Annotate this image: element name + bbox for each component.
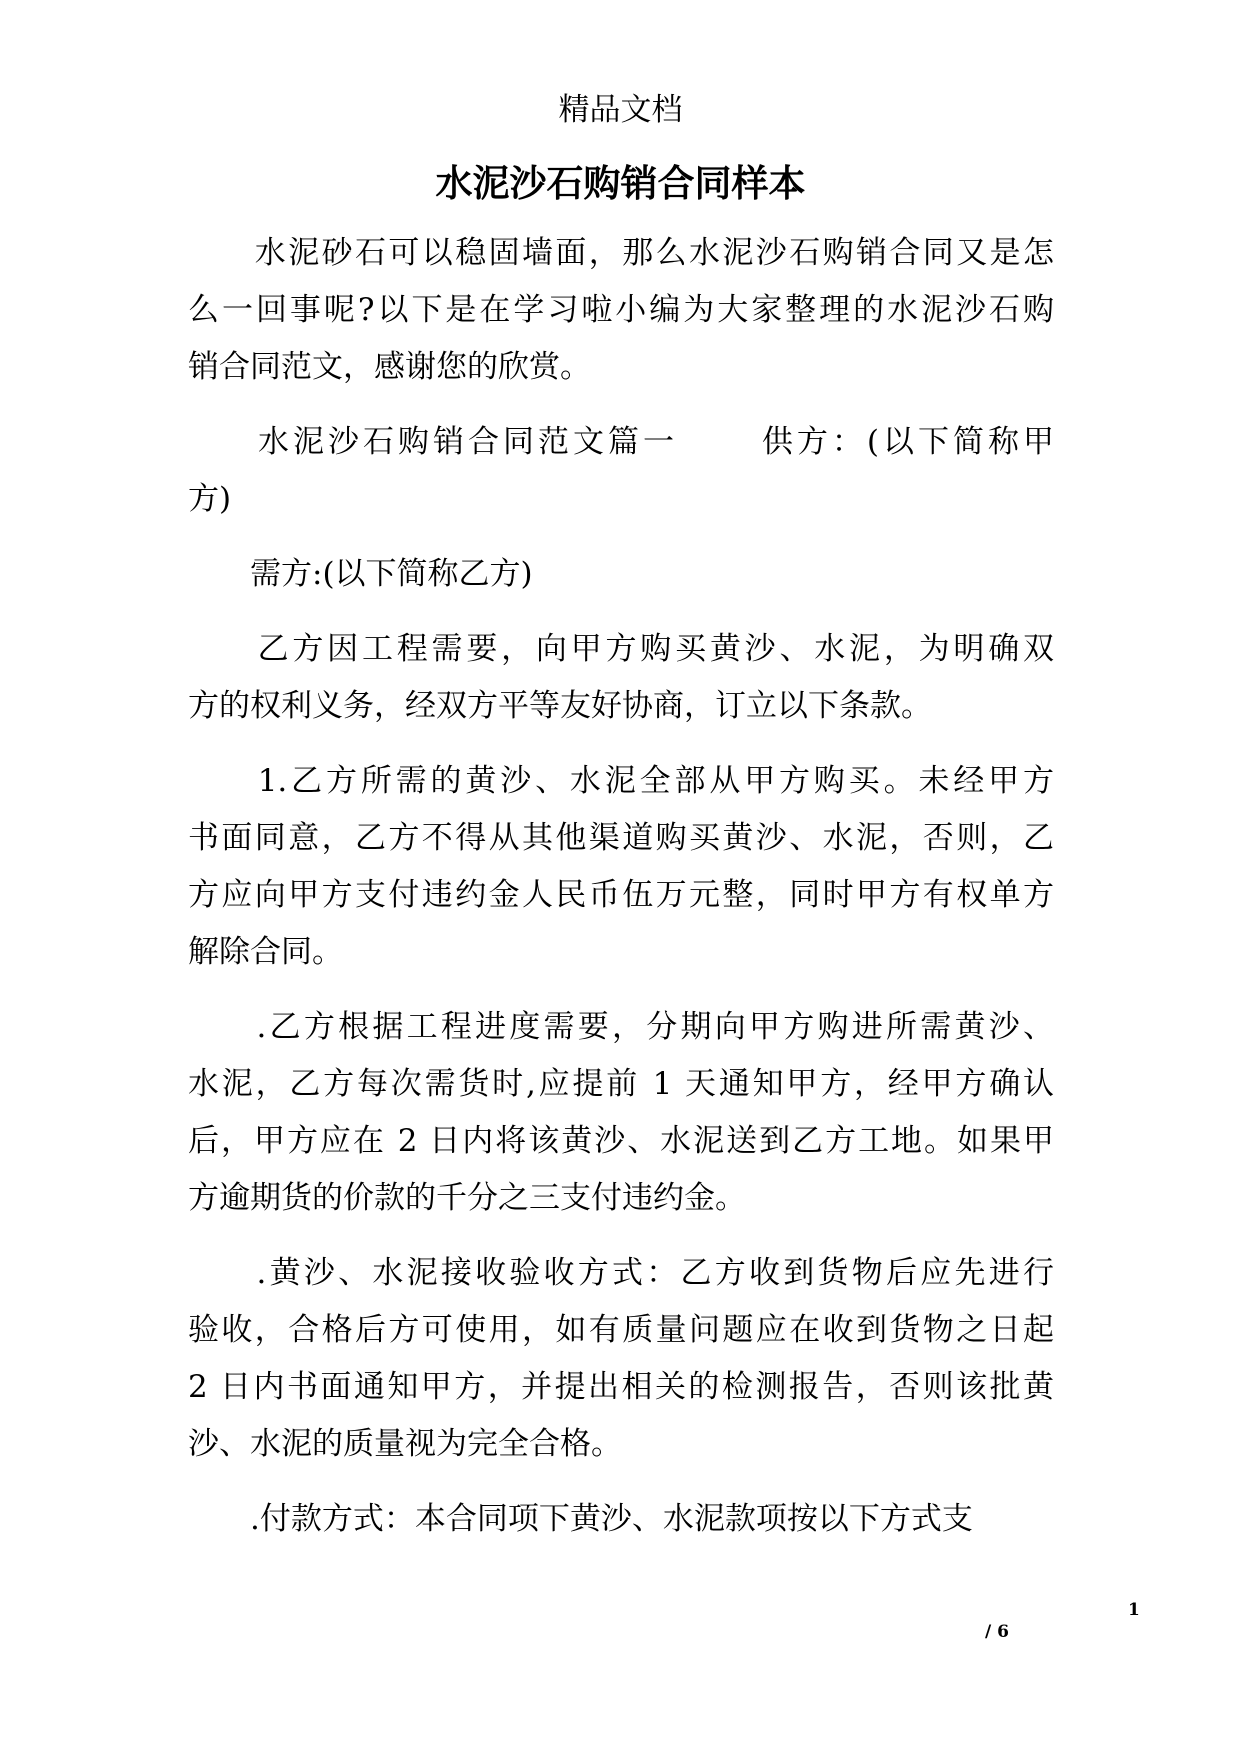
text-line: 方) [188,481,232,517]
document-body [188,225,1054,1548]
paragraph-gap [188,1473,1054,1491]
paragraph-gap [188,396,1054,414]
text-line: 方应向甲方支付违约金人民币伍万元整，同时甲方有权单方 [188,877,1054,913]
paragraph [188,546,1054,603]
text-line: 么一回事呢?以下是在学习啦小编为大家整理的水泥沙石购 [188,292,1054,328]
text-line: 后，甲方应在 2 日内将该黄沙、水泥送到乙方工地。如果甲 [188,1123,1054,1159]
text-line: 水泥，乙方每次需货时,应提前 1 天通知甲方，经甲方确认 [188,1066,1054,1102]
text-line: 销合同范文，感谢您的欣赏。 [188,349,591,385]
page-number: 1 [1128,1600,1140,1620]
document-title: 水泥沙石购销合同样本 [435,161,806,205]
paragraph-gap [188,1227,1054,1245]
page-total: / 6 [985,1622,1009,1642]
text-line: 2 日内书面通知甲方，并提出相关的检测报告，否则该批黄 [188,1369,1054,1405]
paragraph [188,414,1054,528]
text-line: 解除合同。 [188,934,343,970]
paragraph-gap [188,603,1054,621]
paragraph [188,999,1054,1227]
document-header: 精品文档 [558,92,683,128]
text-line: 验收，合格后方可使用，如有质量问题应在收到货物之日起 [188,1312,1054,1348]
text-line: 需方:(以下简称乙方) [188,556,533,592]
paragraph-gap [188,981,1054,999]
paragraph [188,225,1054,396]
paragraph-gap [188,735,1054,753]
text-line: .付款方式：本合同项下黄沙、水泥款项按以下方式支 [188,1501,973,1537]
text-line: 方逾期货的价款的千分之三支付违约金。 [188,1180,746,1216]
paragraph [188,1491,1054,1548]
text-line: 水泥沙石购销合同范文篇一 供方：(以下简称甲 [188,424,1054,460]
text-line: .黄沙、水泥接收验收方式：乙方收到货物后应先进行 [188,1255,1054,1291]
paragraph-gap [188,528,1054,546]
paragraph [188,1245,1054,1473]
paragraph [188,621,1054,735]
text-line: 水泥砂石可以稳固墙面，那么水泥沙石购销合同又是怎 [188,235,1054,271]
text-line: 沙、水泥的质量视为完全合格。 [188,1426,622,1462]
text-line: .乙方根据工程进度需要，分期向甲方购进所需黄沙、 [188,1009,1054,1045]
text-line: 1.乙方所需的黄沙、水泥全部从甲方购买。未经甲方 [188,763,1054,799]
text-line: 书面同意，乙方不得从其他渠道购买黄沙、水泥，否则，乙 [188,820,1054,856]
text-line: 乙方因工程需要，向甲方购买黄沙、水泥，为明确双 [188,631,1054,667]
paragraph [188,753,1054,981]
text-line: 方的权利义务，经双方平等友好协商，订立以下条款。 [188,688,932,724]
